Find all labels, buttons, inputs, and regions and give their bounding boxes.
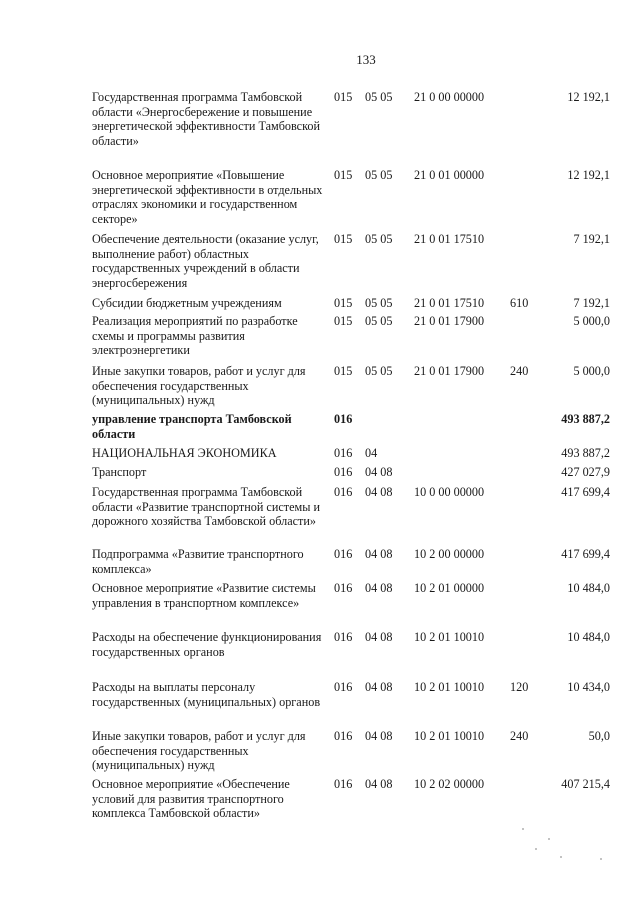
- cell-rz: 04 08: [365, 777, 393, 791]
- cell-sum: 5 000,0: [573, 314, 610, 328]
- cell-rz: 04 08: [365, 485, 393, 499]
- cell-name: Основное мероприятие «Повышение энергетической эффективности в отдельных отраслях экономики и государственном секторе»: [92, 168, 323, 226]
- cell-ved: 016: [334, 777, 353, 791]
- cell-rz: 05 05: [365, 314, 393, 328]
- cell-ved: 016: [334, 729, 353, 743]
- cell-cs: 10 2 02 00000: [414, 777, 485, 791]
- cell-vr: 240: [510, 364, 529, 378]
- cell-sum: 417 699,4: [561, 485, 610, 499]
- cell-rz: 05 05: [365, 90, 393, 104]
- cell-sum: 427 027,9: [561, 465, 610, 479]
- cell-ved: 016: [334, 547, 353, 561]
- cell-rz: 05 05: [365, 232, 393, 246]
- cell-rz: 04 08: [365, 630, 393, 644]
- cell-rz: 04: [365, 446, 378, 460]
- cell-sum: 493 887,2: [561, 446, 610, 460]
- cell-cs: 10 2 01 10010: [414, 630, 485, 644]
- cell-rz: 05 05: [365, 168, 393, 182]
- cell-cs: 10 2 00 00000: [414, 547, 485, 561]
- cell-rz: 04 08: [365, 465, 393, 479]
- cell-name: Расходы на выплаты персоналу государственных (муниципальных) органов: [92, 680, 321, 709]
- cell-name: управление транспорта Тамбовской области: [92, 412, 292, 441]
- scan-speck: [560, 856, 562, 858]
- scan-speck: [522, 828, 524, 830]
- scan-speck: [600, 858, 602, 860]
- cell-ved: 015: [334, 90, 353, 104]
- cell-rz: 04 08: [365, 680, 393, 694]
- cell-sum: 7 192,1: [573, 232, 610, 246]
- cell-sum: 407 215,4: [561, 777, 610, 791]
- cell-name: Основное мероприятие «Развитие системы управления в транспортном комплексе»: [92, 581, 316, 610]
- cell-vr: 610: [510, 296, 529, 310]
- cell-name: Подпрограмма «Развитие транспортного комплекса»: [92, 547, 304, 576]
- cell-rz: 04 08: [365, 581, 393, 595]
- cell-cs: 10 2 01 10010: [414, 680, 485, 694]
- cell-sum: 50,0: [588, 729, 610, 743]
- cell-ved: 016: [334, 630, 353, 644]
- cell-name: Иные закупки товаров, работ и услуг для обеспечения государственных (муниципальных) нужд: [92, 729, 306, 773]
- cell-name: Субсидии бюджетным учреждениям: [92, 296, 282, 310]
- cell-ved: 016: [334, 581, 353, 595]
- cell-ved: 016: [334, 412, 353, 426]
- cell-sum: 417 699,4: [561, 547, 610, 561]
- cell-sum: 10 434,0: [567, 680, 610, 694]
- cell-cs: 10 2 01 10010: [414, 729, 485, 743]
- cell-sum: 12 192,1: [567, 168, 610, 182]
- cell-ved: 016: [334, 446, 353, 460]
- cell-ved: 015: [334, 364, 353, 378]
- cell-cs: 21 0 00 00000: [414, 90, 485, 104]
- cell-name: Государственная программа Тамбовской области «Развитие транспортной системы и дорожного хозяйства Тамбовской области»: [92, 485, 320, 529]
- cell-sum: 12 192,1: [567, 90, 610, 104]
- cell-sum: 7 192,1: [573, 296, 610, 310]
- cell-sum: 10 484,0: [567, 630, 610, 644]
- cell-cs: 10 0 00 00000: [414, 485, 485, 499]
- cell-cs: 21 0 01 17510: [414, 296, 485, 310]
- scan-speck: [535, 848, 537, 850]
- cell-ved: 016: [334, 485, 353, 499]
- cell-name: Реализация мероприятий по разработке схемы и программы развития электроэнергетики: [92, 314, 298, 358]
- cell-ved: 015: [334, 168, 353, 182]
- cell-name: Транспорт: [92, 465, 147, 479]
- scan-speck: [548, 838, 550, 840]
- cell-name: НАЦИОНАЛЬНАЯ ЭКОНОМИКА: [92, 446, 277, 460]
- cell-sum: 10 484,0: [567, 581, 610, 595]
- cell-cs: 21 0 01 00000: [414, 168, 485, 182]
- cell-ved: 016: [334, 680, 353, 694]
- cell-name: Расходы на обеспечение функционирования государственных органов: [92, 630, 322, 659]
- cell-ved: 015: [334, 232, 353, 246]
- cell-sum: 493 887,2: [561, 412, 610, 426]
- cell-ved: 015: [334, 296, 353, 310]
- cell-rz: 04 08: [365, 729, 393, 743]
- cell-cs: 21 0 01 17900: [414, 314, 485, 328]
- cell-cs: 10 2 01 00000: [414, 581, 485, 595]
- cell-cs: 21 0 01 17900: [414, 364, 485, 378]
- cell-rz: 04 08: [365, 547, 393, 561]
- cell-rz: 05 05: [365, 296, 393, 310]
- cell-name: Иные закупки товаров, работ и услуг для обеспечения государственных (муниципальных) нужд: [92, 364, 306, 408]
- cell-ved: 015: [334, 314, 353, 328]
- cell-cs: 21 0 01 17510: [414, 232, 485, 246]
- cell-rz: 05 05: [365, 364, 393, 378]
- cell-ved: 016: [334, 465, 353, 479]
- cell-name: Обеспечение деятельности (оказание услуг, выполнение работ) областных государственных учреждений в области энергосбережения: [92, 232, 319, 290]
- cell-name: Государственная программа Тамбовской области «Энергосбережение и повышение энергетической эффективности Тамбовской области»: [92, 90, 321, 148]
- cell-vr: 240: [510, 729, 529, 743]
- cell-sum: 5 000,0: [573, 364, 610, 378]
- cell-name: Основное мероприятие «Обеспечение условий для развития транспортного комплекса Тамбовской области»: [92, 777, 290, 821]
- page-number: 133: [356, 52, 376, 67]
- cell-vr: 120: [510, 680, 529, 694]
